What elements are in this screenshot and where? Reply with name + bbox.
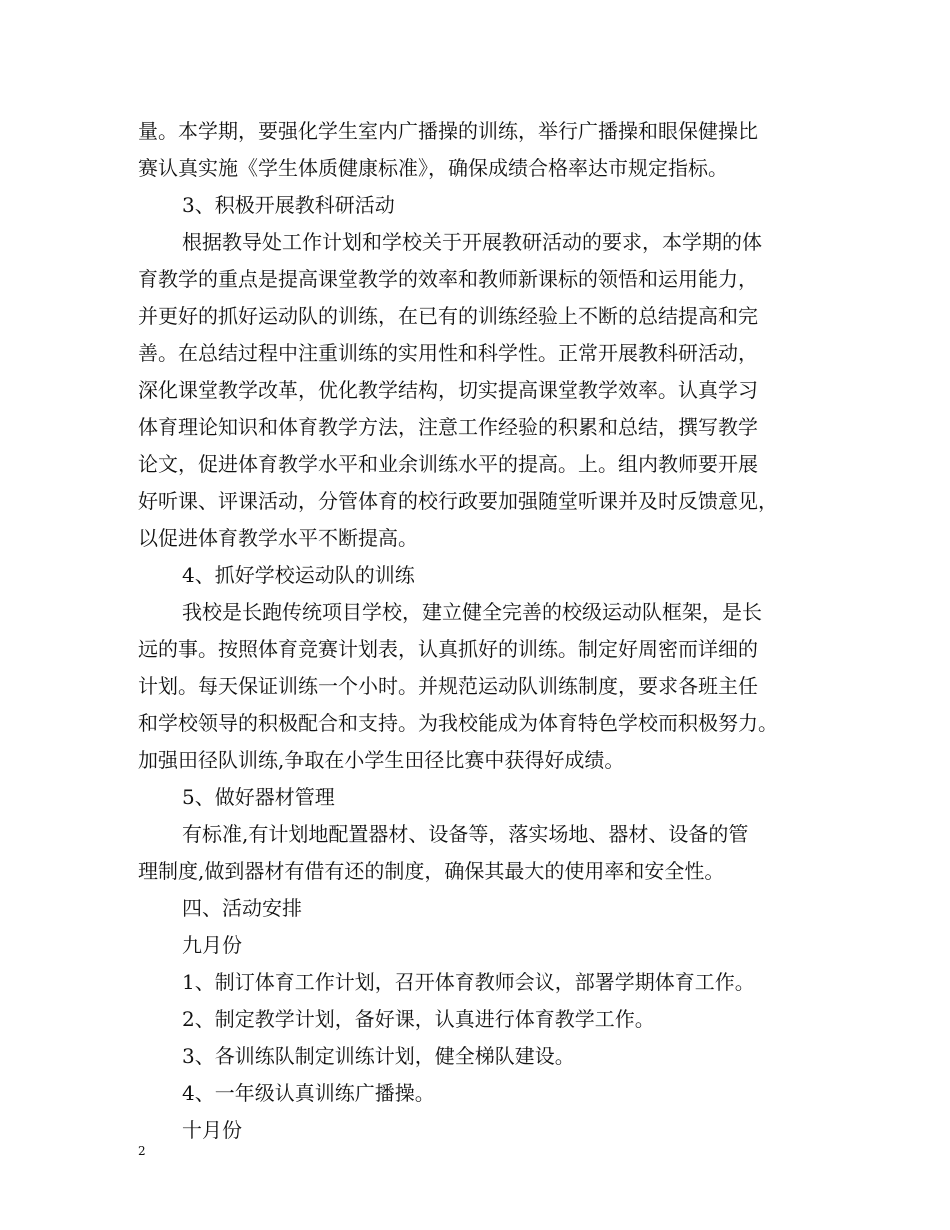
list-item: 4、一年级认真训练广播操。	[182, 1081, 435, 1105]
text-line: 体育理论知识和体育教学方法，注意工作经验的积累和总结，撰写教学	[138, 415, 758, 439]
section-heading: 四、活动安排	[182, 896, 302, 920]
text-line: 好听课、评课活动，分管体育的校行政要加强随堂听课并及时反馈意见，	[138, 489, 778, 513]
text-line: 和学校领导的积极配合和支持。为我校能成为体育特色学校而积极努力。	[138, 711, 778, 735]
text-line: 深化课堂教学改革，优化教学结构，切实提高课堂教学效率。认真学习	[138, 378, 758, 402]
list-item: 1、制订体育工作计划，召开体育教师会议，部署学期体育工作。	[182, 970, 755, 994]
text-line: 有标准,有计划地配置器材、设备等，落实场地、器材、设备的管	[182, 822, 749, 846]
text-line: 量。本学期，要强化学生室内广播操的训练，举行广播操和眼保健操比	[138, 119, 758, 143]
page-number: 2	[138, 1144, 146, 1158]
text-line: 以促进体育教学水平不断提高。	[138, 526, 418, 550]
section-heading: 4、抓好学校运动队的训练	[182, 563, 415, 587]
text-line: 根据教导处工作计划和学校关于开展教研活动的要求，本学期的体	[182, 230, 762, 254]
text-line: 我校是长跑传统项目学校，建立健全完善的校级运动队框架，是长	[182, 600, 762, 624]
text-line: 赛认真实施《学生体质健康标准》，确保成绩合格率达市规定指标。	[138, 156, 728, 180]
month-heading: 九月份	[182, 933, 242, 957]
text-line: 善。在总结过程中注重训练的实用性和科学性。正常开展教科研活动，	[138, 341, 758, 365]
section-heading: 5、做好器材管理	[182, 785, 335, 809]
section-heading: 3、积极开展教科研活动	[182, 193, 395, 217]
text-line: 育教学的重点是提高课堂教学的效率和教师新课标的领悟和运用能力，	[138, 267, 758, 291]
list-item: 2、制定教学计划，备好课，认真进行体育教学工作。	[182, 1007, 655, 1031]
text-line: 论文，促进体育教学水平和业余训练水平的提高。上。组内教师要开展	[138, 452, 758, 476]
list-item: 3、各训练队制定训练计划，健全梯队建设。	[182, 1044, 575, 1068]
text-line: 加强田径队训练,争取在小学生田径比赛中获得好成绩。	[138, 748, 625, 772]
text-line: 计划。每天保证训练一个小时。并规范运动队训练制度，要求各班主任	[138, 674, 758, 698]
text-line: 理制度,做到器材有借有还的制度，确保其最大的使用率和安全性。	[138, 859, 725, 883]
text-line: 远的事。按照体育竞赛计划表，认真抓好的训练。制定好周密而详细的	[138, 637, 758, 661]
text-line: 并更好的抓好运动队的训练，在已有的训练经验上不断的总结提高和完	[138, 304, 758, 328]
month-heading: 十月份	[182, 1118, 242, 1142]
